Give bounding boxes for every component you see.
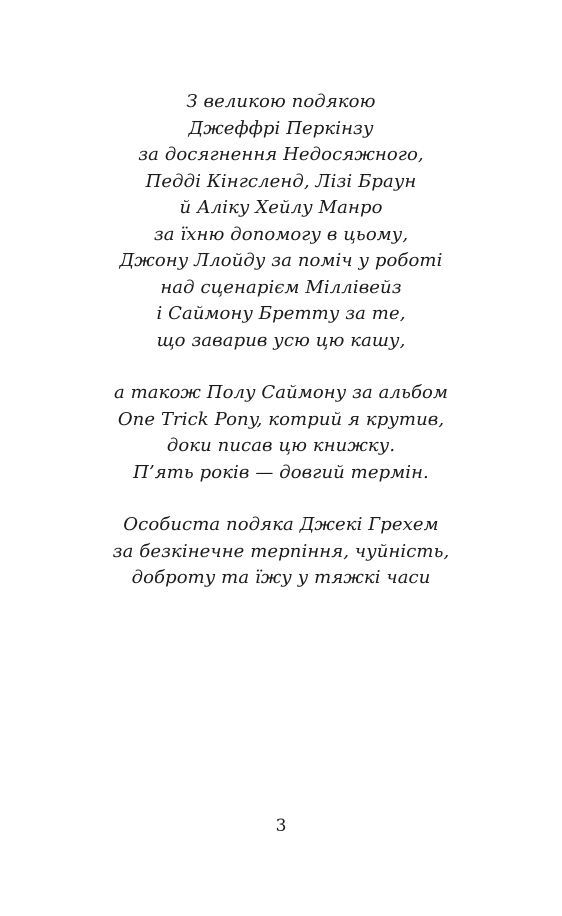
page-number: 3 — [275, 816, 287, 836]
dedication-line: над сценарієм Міллівейз — [160, 276, 402, 298]
dedication-line: за їхню допомогу в цьому, — [153, 223, 409, 245]
dedication-line: Педді Кінгсленд, Лізі Браун — [145, 170, 417, 192]
dedication-line: Джеффрі Перкінзу — [188, 117, 374, 139]
dedication-line: One Trick Pony, котрий я крутив, — [117, 408, 445, 430]
dedication-line: а також Полу Саймону за альбом — [113, 382, 449, 403]
dedication-line: Особиста подяка Джекі Грехем — [123, 514, 439, 535]
dedication-line: З великою подякою — [186, 91, 376, 112]
dedication-line: що заварив усю цю кашу, — [156, 329, 406, 351]
dedication-stanza-3 — [0, 512, 562, 592]
dedication-line: і Саймону Бретту за те, — [156, 303, 406, 324]
dedication-line: доброту та їжу у тяжкі часи — [131, 567, 431, 588]
dedication-line: доки писав цю книжку. — [166, 435, 396, 456]
dedication-line: й Аліку Хейлу Манро — [179, 197, 383, 218]
dedication-stanza-2 — [0, 380, 562, 486]
dedication-line: за досягнення Недосяжного, — [138, 144, 424, 165]
dedication-line: за безкінечне терпіння, чуйність, — [112, 540, 450, 562]
dedication-text — [0, 89, 562, 592]
dedication-line: П’ять років — довгий термін. — [133, 461, 429, 483]
dedication-line: Джону Ллойду за поміч у роботі — [119, 250, 443, 271]
dedication-stanza-1 — [0, 89, 562, 354]
